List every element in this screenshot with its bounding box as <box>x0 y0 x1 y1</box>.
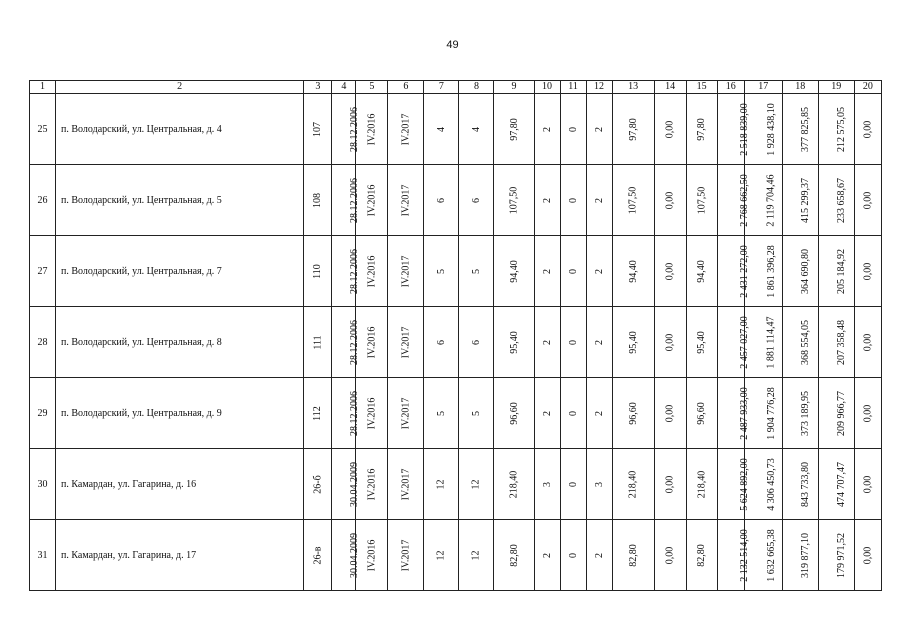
cell-c17 <box>744 520 782 591</box>
cell-text: 5 <box>470 268 482 274</box>
cell-text: 2 487 933,00 <box>738 386 750 440</box>
cell-text: IV.2017 <box>400 539 412 571</box>
cell-text: IV.2017 <box>400 468 412 500</box>
cell-c3 <box>304 94 332 165</box>
column-header-16: 16 <box>717 81 744 94</box>
cell-text: 415 299,37 <box>799 177 811 223</box>
cell-text: 96,60 <box>508 401 520 425</box>
cell-text: 2 119 704,46 <box>765 173 777 227</box>
cell-c9 <box>494 378 534 449</box>
cell-c17 <box>744 236 782 307</box>
cell-text: 26-б <box>312 474 324 494</box>
cell-text: 95,40 <box>627 330 639 354</box>
cell-address: п. Володарский, ул. Центральная, д. 5 <box>56 165 304 236</box>
cell-c10 <box>534 378 560 449</box>
cell-text: 1 928 438,10 <box>765 102 777 156</box>
cell-c11 <box>560 236 586 307</box>
cell-text: 2 431 272,00 <box>738 244 750 298</box>
cell-address: п. Камардан, ул. Гагарина, д. 16 <box>56 449 304 520</box>
column-header-20: 20 <box>854 81 881 94</box>
cell-text: IV.2017 <box>400 255 412 287</box>
cell-text: 110 <box>312 263 324 279</box>
cell-text: 28.12.2006 <box>349 248 361 294</box>
cell-c13 <box>612 449 654 520</box>
cell-text: 108 <box>312 192 324 208</box>
cell-c20 <box>854 165 881 236</box>
cell-c13 <box>612 165 654 236</box>
cell-c14 <box>654 520 686 591</box>
cell-text: 28.12.2006 <box>349 319 361 365</box>
cell-c7 <box>424 520 459 591</box>
cell-c13 <box>612 94 654 165</box>
cell-text: 1 904 776,28 <box>765 386 777 440</box>
column-header-13: 13 <box>612 81 654 94</box>
column-header-2: 2 <box>56 81 304 94</box>
cell-c6 <box>388 378 424 449</box>
cell-c7 <box>424 307 459 378</box>
cell-c4 <box>332 307 361 378</box>
cell-text: 0 <box>567 410 579 416</box>
cell-address: п. Володарский, ул. Центральная, д. 7 <box>56 236 304 307</box>
cell-c6 <box>388 449 424 520</box>
cell-c7 <box>424 236 459 307</box>
cell-num: 30 <box>30 449 56 520</box>
cell-c3 <box>304 449 332 520</box>
cell-c13 <box>612 520 654 591</box>
cell-c12 <box>586 520 612 591</box>
cell-text: 2 <box>541 268 553 274</box>
cell-c11 <box>560 520 586 591</box>
cell-text: 5 <box>435 268 447 274</box>
cell-text: IV.2017 <box>400 184 412 216</box>
page-number: 49 <box>446 39 459 51</box>
cell-c4 <box>332 165 361 236</box>
cell-c4 <box>332 378 361 449</box>
cell-text: 0,00 <box>862 191 874 209</box>
cell-c5 <box>356 378 388 449</box>
cell-text: 5 624 892,00 <box>738 457 750 511</box>
cell-c6 <box>388 165 424 236</box>
cell-text: 107,50 <box>696 186 708 214</box>
cell-c5 <box>356 165 388 236</box>
cell-c6 <box>388 94 424 165</box>
cell-c5 <box>356 307 388 378</box>
cell-text: 2 <box>541 126 553 132</box>
cell-c10 <box>534 236 560 307</box>
cell-c16 <box>717 449 750 520</box>
cell-c15 <box>686 307 717 378</box>
cell-text: 843 733,80 <box>799 461 811 507</box>
cell-text: 0,00 <box>862 475 874 493</box>
cell-text: 82,80 <box>508 543 520 567</box>
cell-text: 94,40 <box>508 259 520 283</box>
cell-text: 233 658,67 <box>835 177 847 223</box>
cell-c5 <box>356 94 388 165</box>
cell-text: 30.04.2009 <box>349 532 361 578</box>
column-header-8: 8 <box>459 81 494 94</box>
cell-address: п. Володарский, ул. Центральная, д. 4 <box>56 94 304 165</box>
cell-text: 82,80 <box>627 543 639 567</box>
cell-c16 <box>717 378 750 449</box>
cell-text: 28.12.2006 <box>349 106 361 152</box>
table-row <box>30 236 882 307</box>
cell-text: 319 877,10 <box>799 532 811 578</box>
cell-text: 112 <box>312 405 324 421</box>
cell-c4 <box>332 520 361 591</box>
cell-text: 2 457 027,00 <box>738 315 750 369</box>
cell-text: IV.2016 <box>366 184 378 216</box>
cell-c13 <box>612 307 654 378</box>
cell-c8 <box>459 307 494 378</box>
cell-text: 95,40 <box>508 330 520 354</box>
cell-c9 <box>494 236 534 307</box>
cell-c19 <box>818 165 854 236</box>
cell-c4 <box>332 236 361 307</box>
cell-c11 <box>560 165 586 236</box>
cell-c18 <box>782 520 818 591</box>
cell-c14 <box>654 307 686 378</box>
cell-text: 111 <box>312 334 324 350</box>
cell-c13 <box>612 378 654 449</box>
cell-c20 <box>854 94 881 165</box>
cell-address: п. Камардан, ул. Гагарина, д. 17 <box>56 520 304 591</box>
cell-c4 <box>332 449 361 520</box>
cell-c14 <box>654 378 686 449</box>
cell-c16 <box>717 94 750 165</box>
cell-c17 <box>744 378 782 449</box>
cell-text: 107,50 <box>627 186 639 214</box>
cell-c7 <box>424 378 459 449</box>
cell-text: IV.2016 <box>366 468 378 500</box>
cell-text: 4 <box>470 126 482 132</box>
cell-text: 2 <box>593 126 605 132</box>
cell-text: 0,00 <box>664 120 676 138</box>
column-header-5: 5 <box>356 81 388 94</box>
cell-num: 28 <box>30 307 56 378</box>
cell-text: 12 <box>435 479 447 489</box>
column-header-10: 10 <box>534 81 560 94</box>
column-header-12: 12 <box>586 81 612 94</box>
cell-c12 <box>586 449 612 520</box>
cell-c18 <box>782 94 818 165</box>
cell-text: 96,60 <box>627 401 639 425</box>
cell-c11 <box>560 307 586 378</box>
cell-c20 <box>854 449 881 520</box>
cell-text: 5 <box>435 410 447 416</box>
cell-c17 <box>744 307 782 378</box>
cell-c18 <box>782 378 818 449</box>
cell-c18 <box>782 236 818 307</box>
cell-text: 1 632 665,38 <box>765 528 777 582</box>
cell-text: 0,00 <box>664 333 676 351</box>
cell-num: 31 <box>30 520 56 591</box>
cell-c19 <box>818 94 854 165</box>
cell-c8 <box>459 94 494 165</box>
cell-text: 377 825,85 <box>799 106 811 152</box>
cell-c8 <box>459 165 494 236</box>
cell-c20 <box>854 520 881 591</box>
cell-text: 2 518 839,00 <box>738 102 750 156</box>
cell-c15 <box>686 520 717 591</box>
cell-text: 28.12.2006 <box>349 390 361 436</box>
cell-c12 <box>586 307 612 378</box>
cell-text: 205 184,92 <box>835 248 847 294</box>
cell-text: 12 <box>435 550 447 560</box>
cell-num: 27 <box>30 236 56 307</box>
cell-text: 94,40 <box>627 259 639 283</box>
cell-text: IV.2016 <box>366 255 378 287</box>
cell-text: 2 <box>541 410 553 416</box>
cell-c3 <box>304 378 332 449</box>
cell-text: 26-в <box>312 545 324 565</box>
cell-num: 29 <box>30 378 56 449</box>
cell-text: 0,00 <box>664 475 676 493</box>
table-row <box>30 449 882 520</box>
cell-c6 <box>388 307 424 378</box>
cell-text: IV.2016 <box>366 326 378 358</box>
cell-text: 2 <box>593 268 605 274</box>
cell-c10 <box>534 449 560 520</box>
cell-c10 <box>534 307 560 378</box>
cell-c14 <box>654 236 686 307</box>
column-header-9: 9 <box>494 81 534 94</box>
cell-c16 <box>717 307 750 378</box>
cell-text: 6 <box>435 197 447 203</box>
cell-c5 <box>356 236 388 307</box>
cell-c20 <box>854 307 881 378</box>
cell-text: 4 <box>435 126 447 132</box>
cell-text: 28.12.2006 <box>349 177 361 223</box>
cell-text: 30.04.2009 <box>349 461 361 507</box>
cell-text: 97,80 <box>696 117 708 141</box>
column-header-7: 7 <box>424 81 459 94</box>
cell-text: 3 <box>593 481 605 487</box>
cell-text: IV.2017 <box>400 397 412 429</box>
cell-address: п. Володарский, ул. Центральная, д. 9 <box>56 378 304 449</box>
cell-c18 <box>782 449 818 520</box>
cell-text: 368 554,05 <box>799 319 811 365</box>
cell-c9 <box>494 307 534 378</box>
cell-c11 <box>560 449 586 520</box>
cell-c5 <box>356 520 388 591</box>
cell-text: 218,40 <box>696 470 708 498</box>
cell-c12 <box>586 94 612 165</box>
cell-c12 <box>586 236 612 307</box>
cell-c10 <box>534 165 560 236</box>
cell-c19 <box>818 307 854 378</box>
cell-c16 <box>717 236 750 307</box>
cell-c12 <box>586 165 612 236</box>
cell-text: 0,00 <box>664 191 676 209</box>
cell-text: 94,40 <box>696 259 708 283</box>
cell-text: 6 <box>470 197 482 203</box>
cell-text: IV.2017 <box>400 113 412 145</box>
cell-text: 82,80 <box>696 543 708 567</box>
column-header-1: 1 <box>30 81 56 94</box>
cell-text: 107,50 <box>508 186 520 214</box>
cell-text: 5 <box>470 410 482 416</box>
cell-c13 <box>612 236 654 307</box>
cell-text: 4 306 450,73 <box>765 457 777 511</box>
cell-text: 2 <box>541 339 553 345</box>
cell-c19 <box>818 378 854 449</box>
cell-text: IV.2017 <box>400 326 412 358</box>
cell-c18 <box>782 307 818 378</box>
cell-c3 <box>304 236 332 307</box>
cell-c8 <box>459 236 494 307</box>
cell-text: 0,00 <box>862 546 874 564</box>
cell-text: 474 707,47 <box>835 461 847 507</box>
cell-text: 0,00 <box>862 262 874 280</box>
cell-text: 0 <box>567 197 579 203</box>
cell-c5 <box>356 449 388 520</box>
cell-text: 209 966,77 <box>835 390 847 436</box>
table-row <box>30 165 882 236</box>
cell-c9 <box>494 165 534 236</box>
cell-text: 1 861 396,28 <box>765 244 777 298</box>
cell-c8 <box>459 378 494 449</box>
cell-text: 0 <box>567 126 579 132</box>
cell-text: 179 971,52 <box>835 532 847 578</box>
cell-text: 0 <box>567 268 579 274</box>
cell-text: 0,00 <box>664 404 676 422</box>
cell-c9 <box>494 449 534 520</box>
cell-c10 <box>534 94 560 165</box>
cell-text: 0,00 <box>664 546 676 564</box>
cell-text: IV.2016 <box>366 397 378 429</box>
cell-text: 107 <box>312 121 324 137</box>
cell-c8 <box>459 520 494 591</box>
column-header-3: 3 <box>304 81 332 94</box>
table-row <box>30 307 882 378</box>
cell-c7 <box>424 165 459 236</box>
cell-c17 <box>744 449 782 520</box>
table-row <box>30 520 882 591</box>
cell-c20 <box>854 236 881 307</box>
cell-c7 <box>424 449 459 520</box>
cell-c11 <box>560 378 586 449</box>
cell-c8 <box>459 449 494 520</box>
cell-c12 <box>586 378 612 449</box>
cell-c16 <box>717 165 750 236</box>
cell-c14 <box>654 449 686 520</box>
cell-text: 0,00 <box>664 262 676 280</box>
cell-text: 0,00 <box>862 333 874 351</box>
cell-c3 <box>304 307 332 378</box>
cell-c15 <box>686 449 717 520</box>
cell-text: 2 <box>593 410 605 416</box>
cell-text: 0 <box>567 552 579 558</box>
cell-c3 <box>304 520 332 591</box>
cell-text: 218,40 <box>627 470 639 498</box>
cell-c15 <box>686 378 717 449</box>
column-header-6: 6 <box>388 81 424 94</box>
cell-c17 <box>744 94 782 165</box>
table-row <box>30 94 882 165</box>
cell-c9 <box>494 520 534 591</box>
cell-text: 212 575,05 <box>835 106 847 152</box>
cell-c17 <box>744 165 782 236</box>
cell-c14 <box>654 165 686 236</box>
cell-text: 2 <box>541 552 553 558</box>
cell-text: IV.2016 <box>366 113 378 145</box>
column-header-14: 14 <box>654 81 686 94</box>
cell-text: 2 <box>593 552 605 558</box>
cell-text: 2 <box>593 197 605 203</box>
column-header-4: 4 <box>332 81 356 94</box>
cell-text: 2 <box>541 197 553 203</box>
cell-text: 2 768 662,50 <box>738 173 750 227</box>
column-header-18: 18 <box>782 81 818 94</box>
cell-text: 0,00 <box>862 120 874 138</box>
cell-c19 <box>818 520 854 591</box>
cell-c6 <box>388 520 424 591</box>
column-header-17: 17 <box>744 81 782 94</box>
cell-c20 <box>854 378 881 449</box>
cell-text: 1 881 114,47 <box>765 315 777 369</box>
cell-c7 <box>424 94 459 165</box>
cell-text: 2 132 514,00 <box>738 528 750 582</box>
cell-text: 0 <box>567 481 579 487</box>
cell-c3 <box>304 165 332 236</box>
cell-text: 373 189,95 <box>799 390 811 436</box>
cell-text: IV.2016 <box>366 539 378 571</box>
column-header-11: 11 <box>560 81 586 94</box>
cell-c9 <box>494 94 534 165</box>
cell-text: 207 358,48 <box>835 319 847 365</box>
cell-text: 3 <box>541 481 553 487</box>
housing-registry-table <box>29 80 882 591</box>
cell-c11 <box>560 94 586 165</box>
cell-text: 12 <box>470 550 482 560</box>
column-header-19: 19 <box>818 81 854 94</box>
cell-text: 218,40 <box>508 470 520 498</box>
cell-c15 <box>686 236 717 307</box>
header-row <box>30 81 882 94</box>
cell-c4 <box>332 94 361 165</box>
cell-c19 <box>818 236 854 307</box>
table-row <box>30 378 882 449</box>
cell-c19 <box>818 449 854 520</box>
column-header-15: 15 <box>686 81 717 94</box>
cell-text: 95,40 <box>696 330 708 354</box>
cell-text: 12 <box>470 479 482 489</box>
cell-num: 26 <box>30 165 56 236</box>
cell-text: 0,00 <box>862 404 874 422</box>
cell-text: 96,60 <box>696 401 708 425</box>
cell-address: п. Володарский, ул. Центральная, д. 8 <box>56 307 304 378</box>
cell-text: 364 690,80 <box>799 248 811 294</box>
cell-c16 <box>717 520 750 591</box>
cell-text: 2 <box>593 339 605 345</box>
cell-text: 0 <box>567 339 579 345</box>
cell-text: 97,80 <box>627 117 639 141</box>
cell-text: 6 <box>470 339 482 345</box>
cell-c15 <box>686 94 717 165</box>
cell-text: 97,80 <box>508 117 520 141</box>
cell-c15 <box>686 165 717 236</box>
cell-num: 25 <box>30 94 56 165</box>
cell-c14 <box>654 94 686 165</box>
cell-text: 6 <box>435 339 447 345</box>
cell-c18 <box>782 165 818 236</box>
cell-c10 <box>534 520 560 591</box>
cell-c6 <box>388 236 424 307</box>
